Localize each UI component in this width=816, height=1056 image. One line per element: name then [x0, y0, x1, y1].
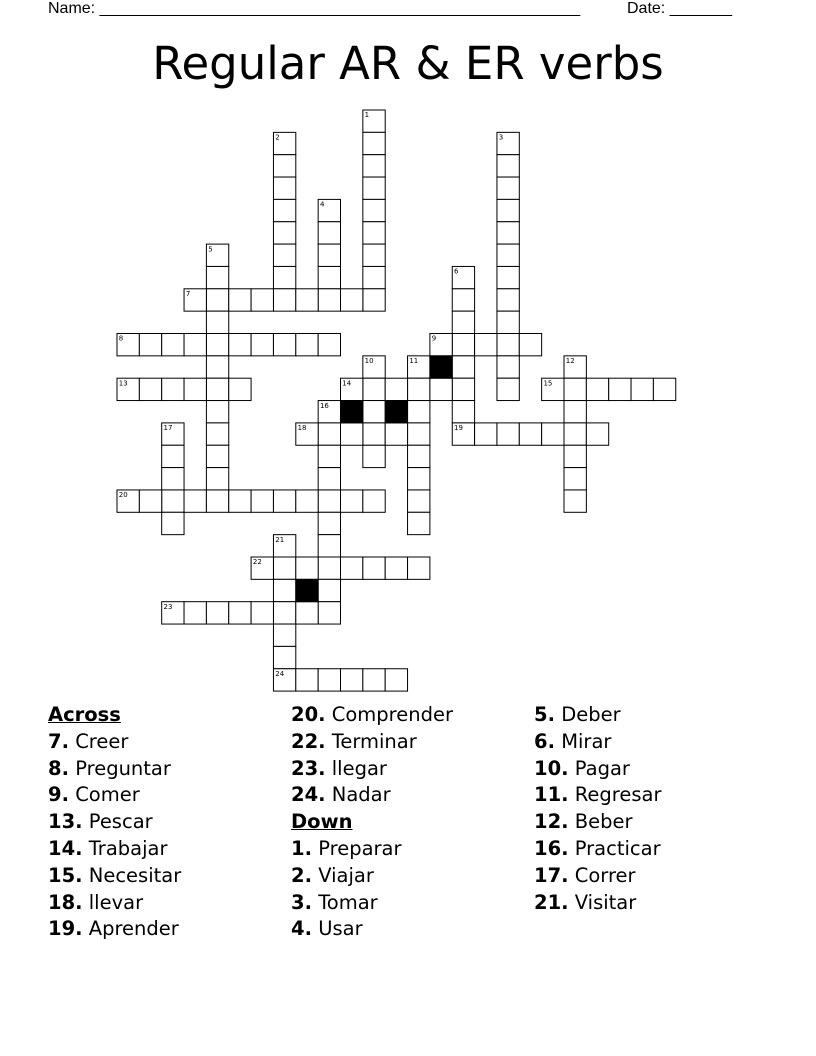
grid-cell[interactable] — [363, 199, 385, 221]
grid-cell[interactable] — [206, 334, 228, 356]
grid-cell[interactable] — [206, 423, 228, 445]
clue-down-6: 6. Mirar — [534, 729, 612, 753]
grid-cell[interactable] — [408, 512, 430, 534]
grid-cell[interactable] — [497, 423, 519, 445]
grid-cell[interactable] — [229, 490, 251, 512]
grid-cell[interactable] — [273, 155, 295, 177]
across-heading: Across — [48, 703, 121, 726]
grid-cell[interactable] — [497, 378, 519, 400]
grid-cell[interactable] — [318, 445, 340, 467]
clue-across-18: 18. llevar — [48, 890, 144, 914]
grid-cell[interactable] — [408, 378, 430, 400]
grid-cell[interactable] — [363, 557, 385, 579]
grid-cell[interactable] — [139, 378, 161, 400]
grid-cell[interactable] — [564, 445, 586, 467]
grid-cell[interactable] — [296, 669, 318, 691]
grid-cell[interactable] — [229, 289, 251, 311]
cell-number: 2 — [275, 133, 280, 142]
grid-cell[interactable] — [206, 356, 228, 378]
grid-cell[interactable] — [341, 423, 363, 445]
clue-down-4: 4. Usar — [291, 917, 363, 941]
grid-cell[interactable] — [385, 557, 407, 579]
grid-cell[interactable] — [206, 602, 228, 624]
clue-across-22: 22. Terminar — [291, 729, 417, 753]
grid-cell[interactable] — [408, 468, 430, 490]
clue-across-7: 7. Creer — [48, 729, 129, 753]
grid-cell[interactable] — [497, 289, 519, 311]
grid-cell[interactable] — [363, 445, 385, 467]
grid-cell[interactable] — [206, 378, 228, 400]
grid-cell[interactable] — [564, 490, 586, 512]
grid-cell[interactable] — [318, 669, 340, 691]
cell-number: 20 — [118, 491, 128, 500]
clue-down-17: 17. Correr — [534, 863, 636, 887]
grid-cell[interactable] — [363, 222, 385, 244]
cell-number: 22 — [252, 558, 262, 567]
cell-number: 11 — [409, 357, 419, 366]
grid-cell[interactable] — [363, 244, 385, 266]
grid-cell[interactable] — [206, 289, 228, 311]
grid-cell[interactable] — [296, 490, 318, 512]
cell-number: 9 — [431, 334, 437, 343]
grid-cell[interactable] — [273, 334, 295, 356]
grid-cell[interactable] — [273, 199, 295, 221]
grid-cell[interactable] — [363, 423, 385, 445]
grid-cell[interactable] — [497, 199, 519, 221]
grid-cell[interactable] — [363, 266, 385, 288]
clue-down-3: 3. Tomar — [291, 890, 378, 914]
grid-cell[interactable] — [318, 557, 340, 579]
grid-cell[interactable] — [408, 401, 430, 423]
grid-cell[interactable] — [229, 602, 251, 624]
grid-cell[interactable] — [273, 646, 295, 668]
grid-cell[interactable] — [318, 289, 340, 311]
grid-cell[interactable] — [206, 468, 228, 490]
grid-cell[interactable] — [273, 579, 295, 601]
grid-cell[interactable] — [318, 266, 340, 288]
grid-cell[interactable] — [184, 334, 206, 356]
clue-across-19: 19. Aprender — [48, 917, 179, 941]
grid-cell[interactable] — [341, 557, 363, 579]
cell-number: 14 — [342, 379, 352, 388]
clue-down-21: 21. Visitar — [534, 890, 637, 914]
clue-across-14: 14. Trabajar — [48, 836, 168, 860]
grid-cell[interactable] — [408, 445, 430, 467]
clue-down-12: 12. Beber — [534, 810, 633, 834]
grid-cell[interactable] — [162, 490, 184, 512]
cell-number: 4 — [319, 200, 325, 209]
grid-cell[interactable] — [273, 266, 295, 288]
grid-cell[interactable] — [206, 445, 228, 467]
grid-cell[interactable] — [206, 401, 228, 423]
grid-cell[interactable] — [251, 602, 273, 624]
cell-number: 12 — [565, 357, 575, 366]
grid-cell[interactable] — [296, 557, 318, 579]
page-title: Regular AR & ER verbs — [152, 37, 664, 90]
grid-cell[interactable] — [385, 378, 407, 400]
cell-number: 6 — [454, 267, 459, 276]
grid-cell-black — [296, 579, 318, 601]
grid-cell[interactable] — [296, 334, 318, 356]
grid-cell[interactable] — [318, 579, 340, 601]
grid-cell[interactable] — [162, 445, 184, 467]
cell-number: 17 — [163, 424, 173, 433]
clue-down-5: 5. Deber — [534, 703, 621, 726]
grid-cell[interactable] — [318, 423, 340, 445]
clue-across-9: 9. Comer — [48, 783, 140, 807]
grid-cell[interactable] — [385, 669, 407, 691]
grid-cell[interactable] — [162, 334, 184, 356]
grid-cell[interactable] — [206, 311, 228, 333]
grid-cell[interactable] — [273, 624, 295, 646]
clue-down-11: 11. Regresar — [534, 783, 662, 807]
grid-cell[interactable] — [251, 289, 273, 311]
grid-cell[interactable] — [452, 401, 474, 423]
grid-cell[interactable] — [564, 401, 586, 423]
grid-cell[interactable] — [497, 155, 519, 177]
grid-cell[interactable] — [273, 177, 295, 199]
cell-number: 5 — [208, 245, 213, 254]
grid-cell[interactable] — [519, 423, 541, 445]
grid-cell[interactable] — [475, 423, 497, 445]
grid-cell[interactable] — [273, 289, 295, 311]
clue-across-23: 23. llegar — [291, 756, 387, 780]
clue-across-13: 13. Pescar — [48, 810, 153, 834]
cell-number: 18 — [297, 424, 307, 433]
grid-cell[interactable] — [452, 334, 474, 356]
clue-down-10: 10. Pagar — [534, 756, 630, 780]
grid-cell[interactable] — [497, 311, 519, 333]
clue-down-1: 1. Preparar — [291, 836, 402, 860]
grid-cell[interactable] — [586, 423, 608, 445]
grid-cell[interactable] — [475, 334, 497, 356]
grid-cell[interactable] — [408, 490, 430, 512]
grid-cell[interactable] — [341, 289, 363, 311]
grid-cell[interactable] — [408, 423, 430, 445]
grid-cell[interactable] — [229, 378, 251, 400]
grid-cell[interactable] — [139, 334, 161, 356]
grid-cell[interactable] — [452, 378, 474, 400]
grid-cell[interactable] — [162, 512, 184, 534]
cell-number: 13 — [118, 379, 128, 388]
grid-cell[interactable] — [206, 266, 228, 288]
grid-cell[interactable] — [162, 468, 184, 490]
cell-number: 19 — [454, 424, 463, 433]
grid-cell[interactable] — [586, 378, 608, 400]
grid-cell-black — [385, 401, 407, 423]
grid-cell[interactable] — [519, 334, 541, 356]
grid-cell[interactable] — [251, 334, 273, 356]
clue-across-15: 15. Necesitar — [48, 863, 182, 887]
grid-cell[interactable] — [341, 669, 363, 691]
grid-cell[interactable] — [229, 334, 251, 356]
grid-cell[interactable] — [497, 244, 519, 266]
grid-cell[interactable] — [318, 244, 340, 266]
grid-cell[interactable] — [318, 334, 340, 356]
cell-number: 15 — [543, 379, 553, 388]
grid-cell[interactable] — [318, 490, 340, 512]
grid-cell[interactable] — [318, 468, 340, 490]
cell-number: 1 — [364, 111, 370, 120]
grid-cell[interactable] — [273, 490, 295, 512]
grid-cell[interactable] — [653, 378, 675, 400]
grid-cell[interactable] — [363, 155, 385, 177]
cell-number: 23 — [163, 602, 173, 611]
clue-column-1 — [48, 702, 181, 943]
grid-cell[interactable] — [206, 490, 228, 512]
grid-cell[interactable] — [542, 423, 564, 445]
grid-cell[interactable] — [318, 512, 340, 534]
cell-number: 8 — [118, 334, 124, 343]
cell-number: 10 — [364, 357, 374, 366]
grid-cell[interactable] — [296, 602, 318, 624]
grid-cell[interactable] — [497, 334, 519, 356]
grid-cell[interactable] — [497, 266, 519, 288]
clue-across-20: 20. Comprender — [291, 703, 454, 726]
date-line: Date: _______ — [627, 0, 732, 17]
grid-cell[interactable] — [564, 378, 586, 400]
grid-cell[interactable] — [318, 535, 340, 557]
grid-cell[interactable] — [452, 311, 474, 333]
grid-cell[interactable] — [497, 177, 519, 199]
grid-cell[interactable] — [363, 669, 385, 691]
cell-number: 16 — [319, 401, 329, 410]
grid-cell[interactable] — [273, 244, 295, 266]
grid-cell[interactable] — [385, 423, 407, 445]
grid-cell[interactable] — [162, 378, 184, 400]
name-line: Name: ______________________________________________________ — [48, 0, 581, 17]
clue-across-24: 24. Nadar — [291, 783, 391, 807]
cell-number: 24 — [275, 669, 285, 678]
grid-cell[interactable] — [363, 289, 385, 311]
grid-cell[interactable] — [184, 378, 206, 400]
grid-cell[interactable] — [341, 490, 363, 512]
clue-down-16: 16. Practicar — [534, 836, 661, 860]
cell-number: 3 — [498, 133, 504, 142]
grid-cell[interactable] — [564, 468, 586, 490]
cell-number: 21 — [275, 535, 285, 544]
grid-cell[interactable] — [363, 177, 385, 199]
down-heading: Down — [291, 810, 353, 834]
grid-cell[interactable] — [609, 378, 631, 400]
grid-cell[interactable] — [251, 490, 273, 512]
grid-cell[interactable] — [408, 557, 430, 579]
clue-down-2: 2. Viajar — [291, 863, 374, 887]
grid-cell[interactable] — [184, 602, 206, 624]
grid-cell[interactable] — [363, 490, 385, 512]
grid-cell[interactable] — [497, 222, 519, 244]
grid-cell[interactable] — [564, 423, 586, 445]
grid-cell[interactable] — [296, 289, 318, 311]
grid-cell[interactable] — [318, 602, 340, 624]
grid-cell[interactable] — [497, 356, 519, 378]
grid-cell-black — [430, 356, 452, 378]
grid-cell[interactable] — [430, 378, 452, 400]
grid-cell[interactable] — [452, 356, 474, 378]
grid-cell[interactable] — [363, 132, 385, 154]
grid-cell[interactable] — [631, 378, 653, 400]
grid-cell[interactable] — [363, 378, 385, 400]
grid-cell[interactable] — [273, 602, 295, 624]
grid-cell-black — [341, 401, 363, 423]
clue-column-2 — [291, 702, 453, 943]
grid-cell[interactable] — [452, 289, 474, 311]
clue-across-8: 8. Preguntar — [48, 756, 171, 780]
grid-cell[interactable] — [184, 490, 206, 512]
grid-cell[interactable] — [318, 222, 340, 244]
grid-cell[interactable] — [273, 222, 295, 244]
grid-cell[interactable] — [139, 490, 161, 512]
clue-column-3 — [534, 702, 662, 916]
cell-number: 7 — [185, 290, 191, 298]
grid-cell[interactable] — [363, 401, 385, 423]
grid-cell[interactable] — [273, 557, 295, 579]
